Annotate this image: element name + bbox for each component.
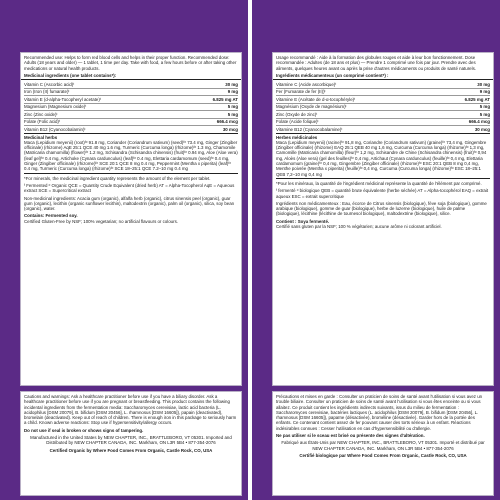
footnote-text: *For minerals, the medicinal ingredient quantity represents the amount of the element per tablet. xyxy=(24,175,211,181)
organic-certification-text: Certifié biologique par Where Food Comes From Organic, Castle Rock, CO, USA xyxy=(299,452,467,458)
non-medicinal-ingredients: Non-medicinal ingredients: Acacia gum (organic), alfalfa herb (organic), citrus sinensis peel (organic), guar gum (organic), lecithin (organic sunflower lecithin), maltodextrin (organic), palm oil (organic), silica, soy bean (organic), water. xyxy=(24,195,235,212)
ingredient-row: Folate (Acide folique)ᵗ 666.4 mcg xyxy=(276,119,490,125)
ingredient-row: Vitamin C (Ascorbic acid)ᵗ 30 mg xyxy=(24,81,238,87)
ingredient-row: Vitamin E (d-alpha-Tocopheryl acetate)ᵗ 6.825 mg AT xyxy=(24,96,238,102)
non-medicinal-ingredients: Ingrédients non médicamenteux : Eau, écorce de Citrus sinensis (biologique), fève soja (biologique), gomme arabique (biologique), gomme de guar (biologique), herbe de luzerne (biologique), huile de palme (biologique), lécithine (lécithine de tournesol biologique), maltodextrine (biologique), silice. xyxy=(276,200,487,217)
organic-certification-text: Certified Organic by Where Food Comes From Organic, Castle Rock, CO, USA xyxy=(49,447,213,453)
french-label-panel xyxy=(252,0,500,500)
cautions-text: Précautions et mises en garde : Consulter un praticien de soins de santé avant l'utilisation si vous avez un trouble biliaire. Consulter un praticien de soins de santé avant l'utilisation si vous êtes enceinte ou si vous allaitez. Ce produit contient les ingrédients indirects suivants, issus du milieu de fermentation : Saccharomyces cerevisiae, bactéries lactiques (L. acidophilus [DSM 20079], B. bifidum [DSM 20456], L. rhamnosus [DSM 16605]), papaïne (désactivée), broméline (désactivée). Garder hors de la portée des enfants. Ce contenant contient assez de fer pouvant causer des torts sérieux à un enfant. Réactions indésirables connues : Cesser l'utilisation en cas d'hypersensibilité ou d'allergie. xyxy=(276,394,483,431)
medicinal-herbs-text: Maca (Lepidium meyenii) (root)ᶠᵒ 91.8 mg, Coriander (Coriandrum sativum) (seed)ᶠᵒ 73.4 mg, Ginger (Zingiber officinale) (rhizome) AqE 25:1 QCE 40 mg 1.6 mg, Turmeric (Curcuma longa) (rhizome)ᶠᵒ 1.3 mg, Chamomile (Matricaria chamomilla) (flower)ᶠᵒ 1.2 mg, Schisandra (Schisandra chinensis) (fruit)ᶠᵒ 0.94 mg, Aloe (Aloe vera) (leaf gel)ᶠᵒ 0.4 mg, Artichoke (Cynara cardunculus) (leaf)ᶠᵒ 0.4 mg, Elettaria cardamomum (seed)ᶠᵒ 0.4 mg, Ginger (Zingiber officinale) (rhizome)ᶠᵒ SCE 20:1 QCE 8 mg 0.4 mg, Peppermint (Mentha x piperita) (leaf)ᶠᵒ 0.4 mg, Turmeric (Curcuma longa) (rhizome)ᶠᵒ SCE 18–25:1 QCE 7.2–10 mg 0.4 mg xyxy=(24,140,238,174)
do-not-use-text: Ne pas utiliser si le sceau est brisé ou présente des signes d'altération. xyxy=(276,433,425,439)
ingredient-row: Fer (Fumarate de fer (II))ᵗ 9 mg xyxy=(276,89,490,95)
ingredient-row: Folate (Folic acid)ᵗ 666.4 mcg xyxy=(24,119,238,125)
footnote-text: *Pour les minéraux, la quantité de l'ingrédient médicinal représente la quantité de l'élément par comprimé. xyxy=(276,180,482,186)
ingredient-row: Vitamine E (Acétate de d-α-tocophéryle)ᵗ 6.825 mg AT xyxy=(276,96,490,102)
certified-text: Certified Gluten-Free by NSF; 100% vegetarian; no artificial flavours or colours. xyxy=(24,218,178,224)
medicinal-ingredients-title: Ingrédients médicamenteux (un comprimé contient*) : xyxy=(273,73,493,80)
recommended-use-text: Usage recommandé : Aide à la formation des globules rouges et aide à leur bon fonctionnement. Dose recommandée : Adultes (de 18 ans et plus) — Prendre 1 comprimé une fois par jour. Prendre avec des aliments, quelques heures avant ou après la prise d'autres médicaments ou produits de santé naturels. xyxy=(276,55,476,71)
medicinal-ingredients-title: Medicinal ingredients (one tablet contains*): xyxy=(21,73,241,80)
ingredient-row: Magnesium (Magnesium oxide)ᵗ 5 mg xyxy=(24,104,238,110)
do-not-use-text: Do not use if seal is broken or shows signs of tampering. xyxy=(24,427,144,433)
legend-text: ᶠ Fermented ᵒ Organic QCE = Quantity Crude Equivalent (dried herb) AT = Alpha-Tocopherol AqE = Aqueous extract SCE = Supercritical extract xyxy=(24,182,235,194)
cautions-text: Cautions and warnings: Ask a healthcare practitioner before use if you have a biliary disorder. Ask a healthcare practitioner before use if you are pregnant or breastfeeding. This product contains the following incidental ingredients from the fermentation media: Saccharomyces cerevisiae, lactic acid bacteria (L. acidophilus [DSM 20079], B. bifidum [DSM 20456], L. rhamnosus [DSM 16605]), papain (deactivated), bromelain (deactivated). Keep out of reach of children. There is enough iron in this package to seriously harm a child. Known adverse reactions: Stop use if hypersensitivity/allergy occurs. xyxy=(24,394,237,426)
medicinal-herbs-text: Maca (Lepidium meyenii) (racine)ᶠᵒ 91,8 mg, Coriandre (Coriandrum sativum) (graine)ᶠᵒ 73,4 mg, Gingembre (Zingiber officinale) (rhizome) EAQ 25:1 QEB 40 mg 1,6 mg, Curcuma (Curcuma longa) (rhizome)ᶠᵒ 1,3 mg, Camomille (Matricaria chamomilla) (fleur)ᶠᵒ 1,2 mg, Schisandre de Chine (Schisandra chinensis) (fruit)ᶠᵒ 0,94 mg, Aloès (Aloe vera) (gel des feuilles)ᶠᵒ 0,4 mg, Artichaut (Cynara cardunculus) (feuille)ᶠᵒ 0,4 mg, Elettaria cardamomum (graine)ᶠᵒ 0,4 mg, Gingembre (Zingiber officinale) (rhizome)ᶠᵒ ESC 20:1 QEB 8 mg 0,4 mg, Menthe poivrée (Mentha x piperita) (feuille)ᶠᵒ 0,4 mg, Curcuma (Curcuma longa) (rhizome)ᶠᵒ ESC 18–25:1 QEB 7,2–10 mg 0,4 mg xyxy=(276,140,490,179)
certified-text: Certifié sans gluten par la NSF; 100 % végétarien; aucune arôme ni colorant artificiel. xyxy=(276,224,442,230)
ingredient-row: Iron (Iron (II) fumarate)ᵗ 9 mg xyxy=(24,89,238,95)
medicinal-herbs-title: Herbes médicinales xyxy=(276,134,318,140)
manufacturer-text: Manufactured in the United States by NEW CHAPTER, INC., BRATTLEBORO, VT 05301. Imported and Distributed by NEW CHAPTER CANADA, INC. Markham, ON L3R 5B4 • 877-354-2076 xyxy=(30,435,232,446)
english-ingredients-card xyxy=(20,52,242,386)
ingredient-row: Vitamine C (Acide ascorbique)ᵗ 30 mg xyxy=(276,81,490,87)
medicinal-herbs-title: Medicinal herbs xyxy=(24,134,58,140)
ingredient-row: Zinc (Zinc oxide)ᵗ 5 mg xyxy=(24,111,238,117)
ingredient-row: Vitamin B12 (Cyanocobalamin)ᵗ 30 mcg xyxy=(24,126,238,132)
ingredient-row: Vitamine B12 (Cyanocobalamine)ᵗ 30 mcg xyxy=(276,126,490,132)
contains-text: Contient : Soya fermenté. xyxy=(276,218,330,224)
french-cautions-card xyxy=(272,391,494,496)
ingredient-row: Magnésium (Oxyde de magnésium)ᵗ 5 mg xyxy=(276,104,490,110)
ingredient-row: Zinc (Oxyde de zinc)ᵗ 5 mg xyxy=(276,111,490,117)
recommended-use-text: Recommended use: Helps to form red blood cells and helps in their proper function. Recommended dose: Adults (18 years and older) — 1 tablet, 1 time per day. Take with food, a few hours before or after taking other medications or natural health products. xyxy=(24,55,237,71)
french-ingredients-card xyxy=(272,52,494,386)
legend-text: ᶠ fermenté ᵒ biologique QEB = quantité brute équivalente (herbe séchée) AT = Alpha-tocophérol EAQ = extrait aqueux ESC = extrait supercritique xyxy=(276,188,489,199)
manufacturer-text: Fabriqué aux États-Unis par NEW CHAPTER, INC., BRATTLEBORO, VT 05301. Importé et distribué par NEW CHAPTER CANADA, INC. Markham, ON L3R 5B4 • 877-354-2076 xyxy=(281,440,485,451)
english-label-panel xyxy=(0,0,248,500)
english-cautions-card xyxy=(20,391,242,496)
contains-text: Contains: Fermented soy. xyxy=(24,213,78,219)
